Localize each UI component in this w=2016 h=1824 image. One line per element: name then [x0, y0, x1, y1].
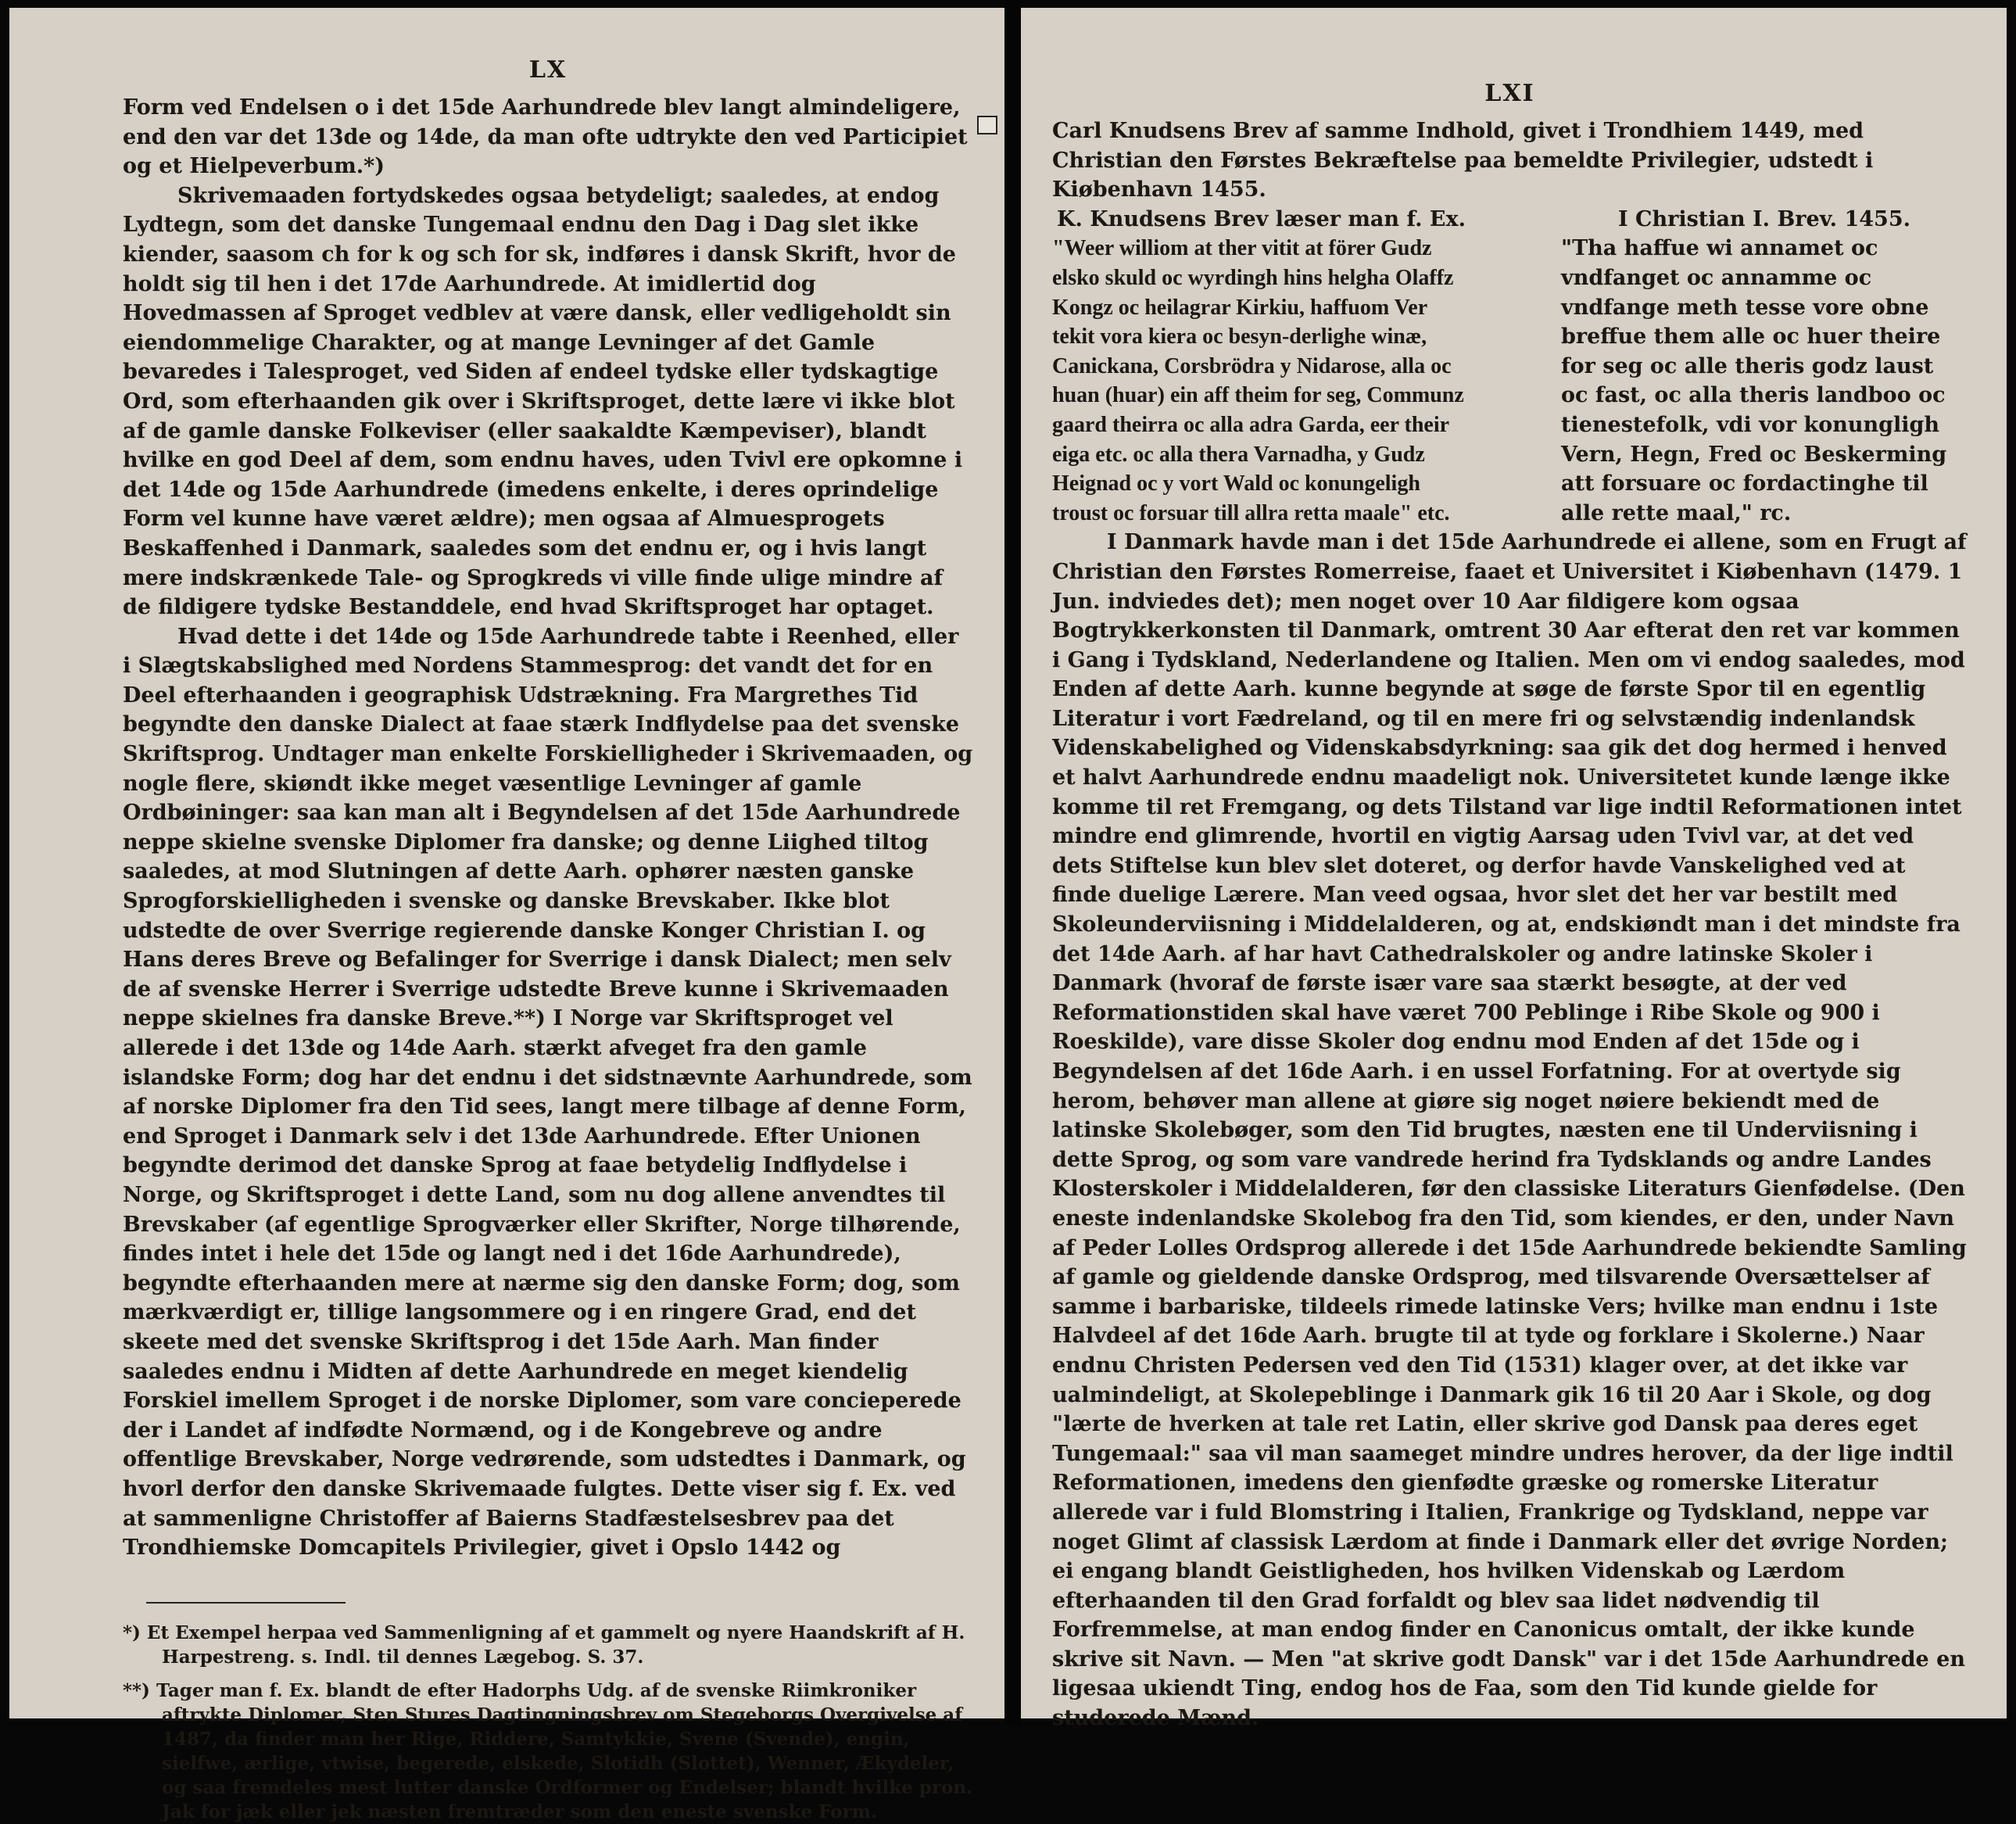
- left-page: [9, 8, 1004, 1822]
- footnote-divider: [146, 1602, 346, 1604]
- column-heading: K. Knudsens Brev læser man f. Ex.: [1056, 206, 1466, 231]
- page-number: LX: [528, 56, 568, 84]
- footnote: *) Et Exempel herpaa ved Sammenligning af et gammelt og nyere Haandskrift af H. Harpestreng. s. Indl. til dennes Lægebog. S. 37.: [123, 1622, 965, 1668]
- right-page-opening: [1052, 116, 1968, 205]
- right-page: [1021, 8, 2007, 1731]
- column-heading: I Christian I. Brev. 1455.: [1617, 206, 1911, 231]
- paragraph: Form ved Endelsen o i det 15de Aarhundrede blev langt almindeligere, end den var det 13de og 14de, da man ofte udtrykte den ved Participiet og et Hielpeverbum.*): [123, 95, 968, 179]
- quotation-column-left: [1052, 205, 1470, 529]
- footnote: **) Tager man f. Ex. blandt de efter Hadorphs Udg. af de svenske Riimkroniker aftrykte Diplomer, Sten Stures Dagtingningsbrev om Stegeborgs Overgivelse af 1487, da finder man her Rige, Riddere, Samtykkie, Svene (Svende), engin, sielfwe, ærlige, vtwise, begerede, elskede, Slotidh (Slottet), Wenner, Ækydeler, og saa fremdeles mest lutter danske Ordformer og Endelser; blandt hvilke pron. Jak for jæk eller jek næsten fremtræder som den eneste svenske Form.: [123, 1679, 973, 1822]
- page-number: LXI: [1484, 80, 1535, 107]
- paragraph: Skrivemaaden fortydskedes ogsaa betydeligt; saaledes, at endog Lydtegn, som det danske Tungemaal endnu den Dag i Dag slet ikke kiender, saasom ch for k og sch for sk, indføres i dansk Skrift, hvor de holdt sig til hen i det 17de Aarhundrede. At imidlertid dog Hovedmassen af Sproget vedblev at være dansk, eller vedligeholdt sin eiendommelige Charakter, og at mange Levninger af det Gamle bevaredes i Talesproget, ved Siden af endeel tydske eller tydskagtige Ord, som efterhaanden gik over i Skriftsproget, dette lære vi ikke blot af de gamle danske Folkeviser (eller saakaldte Kæmpeviser), blandt hvilke en god Deel af dem, som endnu haves, uden Tvivl ere opkomne i det 14de og 15de Aarhundrede (imedens enkelte, i deres oprindelige Form vel kunne have været ældre); men ogsaa af Almuesprogets Beskaffenhed i Danmark, saaledes som det endnu er, og i hvis langt mere indskrænkede Tale- og Sprogkreds vi ville finde ulige mindre af de fildigere tydske Bestanddele, end hvad Skriftsproget har optaget.: [123, 183, 963, 620]
- paragraph: Hvad dette i det 14de og 15de Aarhundrede tabte i Reenhed, eller i Slægtskabslighed med Nordens Stammesprog: det vandt det for en Deel efterhaanden i geographisk Udstrækning. Fra Margrethes Tid begyndte den danske Dialect at faae stærk Indflydelse paa det svenske Skriftsprog. Undtager man enkelte Forskielligheder i Skrivemaaden, og nogle flere, skiøndt ikke meget væsentlige Levninger af gamle Ordbøininger: saa kan man alt i Begyndelsen af det 15de Aarhundrede neppe skielne svenske Diplomer fra danske; og denne Liighed tiltog saaledes, at mod Slutningen af dette Aarh. ophører næsten ganske Sprogforskielligheden i svenske og danske Brevskaber. Ikke blot udstedte de over Sverrige regierende danske Konger Christian I. og Hans deres Breve og Befalinger for Sverrige i dansk Dialect; men selv de af svenske Herrer i Sverrige udstedte Breve kunne i Skrivemaaden neppe skielnes fra danske Breve.**) I Norge var Skriftsproget vel allerede i det 13de og 14de Aarh. stærkt afveget fra den gamle islandske Form; dog har det endnu i det sidstnævnte Aarhundrede, som af norske Diplomer fra den Tid sees, langt mere tilbage af denne Form, end Sproget i Danmark selv i det 13de Aarhundrede. Efter Unionen begyndte derimod det danske Sprog at faae betydelig Indflydelse i Norge, og Skriftsproget i dette Land, som nu dog allene anvendtes til Brevskaber (af egentlige Sprogværker eller Skrifter, Norge tilhørende, findes intet i hele det 15de og langt ned i det 16de Aarhundrede), begyndte efterhaanden mere at nærme sig den danske Form; dog, som mærkværdigt er, tillige langsommere og i en ringere Grad, end det skeete med det svenske Skriftsprog i det 15de Aarh. Man finder saaledes endnu i Midten af dette Aarhundrede en meget kiendelig Forskiel imellem Sproget i de norske Diplomer, som vare concieperede der i Landet af indfødte Normænd, og i de Kongebreve og andre offentlige Brevskaber, Norge vedrørende, som udstedtes i Danmark, og hvorl derfor den danske Skrivemaade fulgtes. Dette viser sig f. Ex. ved at sammenligne Christoffer af Baierns Stadfæstelsesbrev paa det Trondhiemske Domcapitels Privilegier, givet i Opslo 1442 og: [123, 624, 973, 1561]
- paragraph: I Danmark havde man i det 15de Aarhundrede ei allene, som en Frugt af Christian den Førstes Romerreise, faaet et Universitet i Kiøbenhavn (1479. 1 Jun. indviedes det); men noget over 10 Aar fildigere kom ogsaa Bogtrykkerkonsten til Danmark, omtrent 30 Aar efterat den ret var kommen i Gang i Tydskland, Nederlandene og Italien. Men om vi endog saaledes, mod Enden af dette Aarh. kunne begynde at søge de første Spor til en egentlig Literatur i vort Fædreland, og til en mere fri og selvstændig indenlandsk Videnskabelighed og Videnskabsdyrkning: saa gik det dog hermed i henved et halvt Aarhundrede endnu maadeligt nok. Universitetet kunde længe ikke komme til ret Fremgang, og dets Tilstand var lige indtil Reformationen intet mindre end glimrende, hvortil en vigtig Aarsag uden Tvivl var, at det ved dets Stiftelse kun blev slet doteret, og derfor havde Vanskelighed ved at finde duelige Lærere. Man veed ogsaa, hvor slet det her var bestilt med Skoleunderviisning i Middelalderen, og at, endskiøndt man i det mindste fra det 14de Aarh. af har havt Cathedralskoler og andre latinske Skoler i Danmark (hvoraf de første især vare saa stærkt besøgte, at der ved Reformationstiden skal have været 700 Peblinge i Ribe Skole og 900 i Roeskilde), vare disse Skoler dog endnu mod Enden af det 15de og i Begyndelsen af det 16de Aarh. i en ussel Forfatning. For at overtyde sig herom, behøver man allene at giøre sig noget nøiere bekiendt med de latinske Skolebøger, som den Tid brugtes, næsten ene til Underviisning i dette Sprog, og som vare vandrede herind fra Tydsklands og andre Landes Klosterskoler i Middelalderen, før den classiske Literaturs Gienfødelse. (Den eneste indenlandske Skolebog fra den Tid, som kiendes, er den, under Navn af Peder Lolles Ordsprog allerede i det 15de Aarhundrede bekiendte Samling af gamle og gieldende danske Ordsprog, med tilsvarende Oversættelser af samme i barbariske, tildeels rimede latinske Vers; hvilke man endnu i 1ste Halvdeel af det 16de Aarh. brugte til at tyde og forklare i Skolerne.) Naar endnu Christen Pedersen ved den Tid (1531) klager over, at det ikke var ualmindeligt, at Skolepeblinge i Danmark gik 16 til 20 Aar i Skole, og dog "lærte de hverken at tale ret Latin, eller skrive god Dansk paa deres eget Tungemaal:" saa vil man saameget mindre undres herover, da der lige indtil Reformationen, imedens den gienfødte græske og romerske Literatur allerede var i fuld Blomstring i Italien, Frankrige og Tydskland, neppe var noget Glimt af classisk Lærdom at finde i Danmark eller det øvrige Norden; ei engang blandt Geistligheden, hos hvilken Videnskab og Lærdom efterhaanden til den Grad forfaldt og blev saa lidet nødvendig til Forfremmelse, at man endog finder en Canonicus omtalt, der ikke kunde skrive sit Navn. — Men "at skrive godt Dansk" var i det 15de Aarhundrede en ligesaa ukiendt Ting, endog hos de Faa, som den Tid kunde gielde for studerede Mænd.: [1052, 530, 1967, 1731]
- left-page-body: [123, 93, 973, 1563]
- paragraph: Carl Knudsens Brev af samme Indhold, givet i Trondhiem 1449, med Christian den Førstes Bekræftelse paa bemeldte Privilegier, udstedt i Kiøbenhavn 1455.: [1052, 119, 1874, 202]
- parallel-quotations: [1052, 205, 1968, 529]
- quotation-text: "Tha haffue wi annamet oc vndfanget oc annamme oc vndfange meth tesse vore obne breffue them alle oc huer theire for seg oc alle theris godz laust oc fast, oc alla theris landboo oc tienestefolk, vdi vor konungligh Vern, Hegn, Fred oc Beskerming att forsuare oc fordactinghe til alle rette maal," rc.: [1561, 236, 1947, 525]
- book-gutter: [1004, 0, 1021, 1726]
- quotation-column-right: [1561, 205, 1968, 529]
- quotation-text: "Weer williom at ther vitit at förer Gudz elsko skuld oc wyrdingh hins helgha Olaffz Kongz oc heilagrar Kirkiu, haffuom Ver tekit vora kiera oc besyn-derlighe winæ, Canickana, Corsbrödra y Nidarose, alla oc huan (huar) ein aff theim for seg, Communz gaard theirra oc alla adra Garda, eer their eiga etc. oc alla thera Varnadha, y Gudz Heignad oc y vort Wald oc konungeligh troust oc forsuar till allra retta maale" etc.: [1052, 236, 1464, 525]
- bookmark-tab: [977, 116, 997, 134]
- right-page-body: [1052, 528, 1968, 1733]
